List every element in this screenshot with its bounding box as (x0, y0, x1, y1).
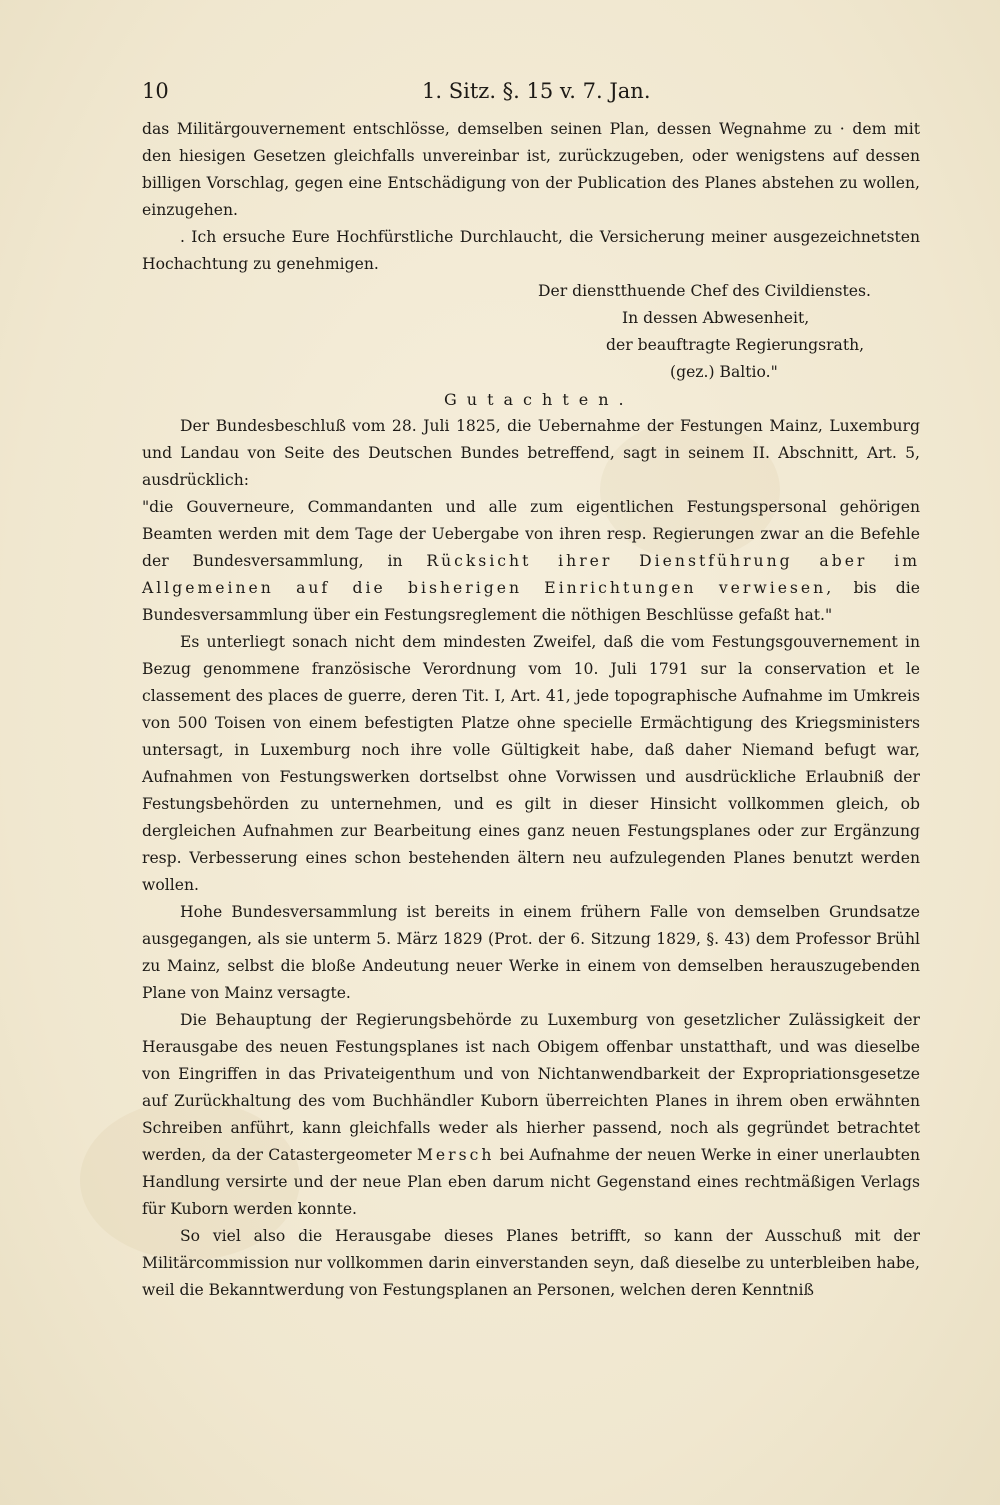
signature-line: Der dienstthuende Chef des Civildienstes. (538, 282, 871, 300)
signature-line: der beauftragte Regierungsrath, (606, 336, 865, 354)
quotation (142, 494, 920, 629)
signature-line: (gez.) Baltio." (670, 363, 778, 381)
quote-text: bis die Bundesversammlung über ein Festungsreglement die nöthigen Beschlüsse gefaßt hat." (142, 579, 920, 624)
paragraph: So viel also die Herausgabe dieses Planes betrifft, so kann der Ausschuß mit der Militärcommission nur vollkommen darin einverstanden seyn, daß dieselbe zu unterbleiben habe, weil die Bekanntwerdung von Festungsplanen an Personen, welchen deren Kenntniß (142, 1227, 920, 1299)
page-number: 10 (142, 79, 169, 103)
paragraph: Der Bundesbeschluß vom 28. Juli 1825, die Uebernahme der Festungen Mainz, Luxemburg und Landau von Seite des Deutschen Bundes betreffend, sagt in seinem II. Abschnitt, Art. 5, ausdrücklich: (142, 417, 920, 489)
running-head: 1. Sitz. §. 15 v. 7. Jan. (422, 79, 651, 103)
paragraph: . Ich ersuche Eure Hochfürstliche Durchlaucht, die Versicherung meiner ausgezeichnetsten Hochachtung zu genehmigen. (142, 228, 920, 273)
paragraph (142, 1007, 920, 1223)
paragraph: Es unterliegt sonach nicht dem mindesten Zweifel, daß die vom Festungsgouvernement in Bezug genommene französische Verordnung vom 10. Juli 1791 sur la conservation et le classement des places de guerre, deren Tit. I, Art. 41, jede topographische Aufnahme im Umkreis von 500 Toisen von einem befestigten Platze ohne specielle Ermächtigung des Kriegsministers untersagt, in Luxemburg noch ihre volle Gültigkeit habe, daß daher Niemand befugt war, Aufnahmen von Festungswerken dortselbst ohne Vorwissen und ausdrückliche Erlaubniß der Festungsbehörden zu unternehmen, und es gilt in dieser Hinsicht vollkommen gleich, ob dergleichen Aufnahmen zur Bearbeitung eines ganz neuen Festungsplanes oder zur Ergänzung resp. Verbesserung eines schon bestehenden ältern neu aufzulegenden Planes benutzt werden wollen. (142, 633, 920, 894)
quote-emphasis: Rücksicht ihrer Dienstführung aber im Allgemeinen auf die bisherigen Einrichtungen verwiesen, (142, 552, 921, 597)
page-content (142, 116, 920, 1304)
quote-text: "die Gouverneure, Commandanten und alle zum eigentlichen Festungspersonal gehörigen Beamten werden mit dem Tage der Uebergabe von ihren resp. Regierungen zwar an die Befehle der Bundesversammlung, in (142, 498, 920, 570)
page-header (142, 75, 920, 107)
name-emphasis: Mersch (416, 1146, 495, 1164)
paragraph-text: Die Behauptung der Regierungsbehörde zu Luxemburg von gesetzlicher Zulässigkeit der Herausgabe des neuen Festungsplanes ist nach Obigem offenbar unstatthaft, und was dieselbe von Eingriffen in das Privateigenthum und von Nichtanwendbarkeit der Expropriationsgesetze auf Zurückhaltung des vom Buchhändler Kuborn überreichten Planes in ihrem oben erwähnten Schreiben anführt, kann gleichfalls weder als hierher passend, noch als gegründet betrachtet werden, da der Catastergeometer (142, 1011, 920, 1164)
signature-line: In dessen Abwesenheit, (622, 309, 810, 327)
paragraph: Hohe Bundesversammlung ist bereits in einem frühern Falle von demselben Grundsatze ausgegangen, als sie unterm 5. März 1829 (Prot. der 6. Sitzung 1829, §. 43) dem Professor Brühl zu Mainz, selbst die bloße Andeutung neuer Werke in einem von demselben herauszugebenden Plane von Mainz versagte. (142, 903, 920, 1002)
paragraph: das Militärgouvernement entschlösse, demselben seinen Plan, dessen Wegnahme zu · dem mit den hiesigen Gesetzen gleichfalls unvereinbar ist, zurückzugeben, oder wenigstens auf dessen billigen Vorschlag, gegen eine Entschädigung von der Publication des Planes abstehen zu wollen, einzugehen. (142, 120, 920, 219)
paragraph-text: bei Aufnahme der neuen Werke in einer unerlaubten Handlung versirte und der neue Plan eben darum nicht Gegenstand eines rechtmäßigen Verlags für Kuborn werden konnte. (142, 1146, 920, 1218)
section-title: Gutachten. (444, 390, 634, 409)
